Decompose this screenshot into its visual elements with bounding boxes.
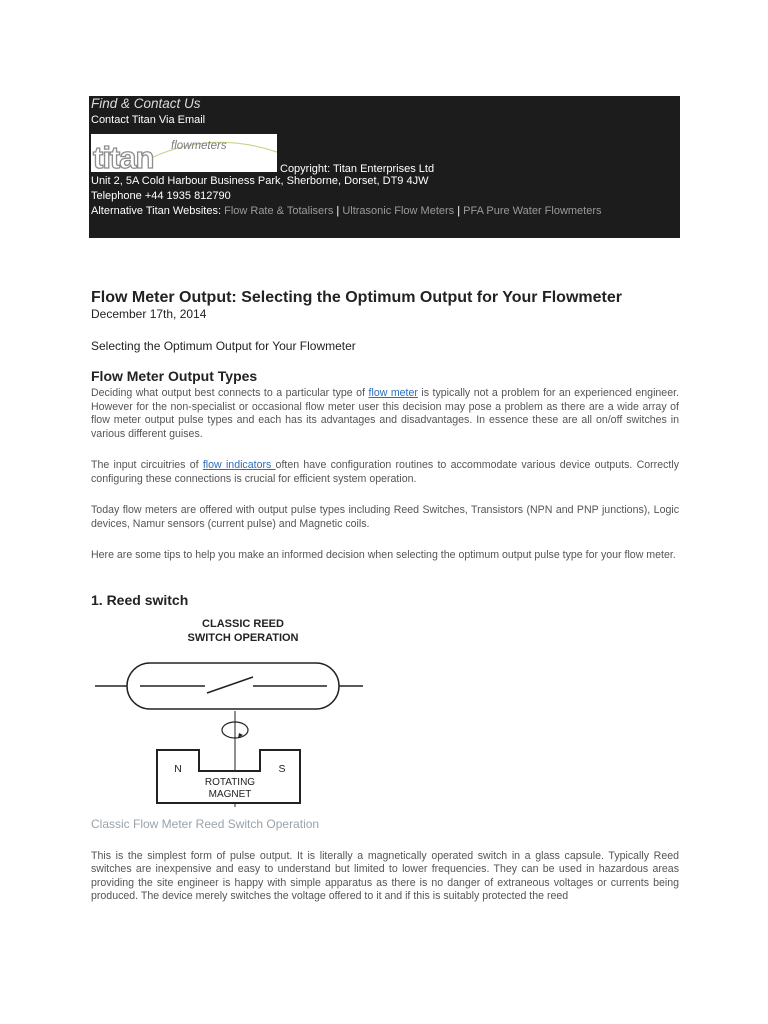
alternative-websites [91, 204, 678, 219]
paragraph-text: often have configuration routines to accommodate various device outputs. Correctly configuring these connections is crucial for efficient system operation. [91, 459, 679, 485]
address-text: Unit 2, 5A Cold Harbour Business Park, Sherborne, Dorset, DT9 4JW [91, 175, 429, 187]
magnet-label-line1: ROTATING [204, 776, 256, 788]
contact-email-link[interactable]: Contact Titan Via Email [91, 114, 206, 126]
link-flow-rate-totalisers[interactable]: Flow Rate & Totalisers [224, 205, 334, 217]
diagram-caption: Classic Flow Meter Reed Switch Operation [91, 816, 320, 831]
flow-indicators-link[interactable]: flow indicators [202, 459, 276, 471]
paragraph-text: The input circuitries of [91, 459, 203, 471]
logo-brand-text: titan [93, 140, 154, 172]
article-subtitle: Selecting the Optimum Output for Your Flowmeter [91, 339, 356, 353]
paragraph-tips: Here are some tips to help you make an informed decision when selecting the optimum output pulse type for your flow meter. [91, 549, 676, 561]
telephone-text: Telephone +44 1935 812790 [91, 190, 231, 202]
reed-switch-diagram [95, 611, 365, 811]
logo-sub-text: flowmeters [171, 140, 227, 152]
diagram-title-line2: SWITCH OPERATION [187, 631, 299, 644]
link-pfa-pure-water-flowmeters[interactable]: PFA Pure Water Flowmeters [463, 205, 602, 217]
paragraph-input-circuitries [91, 459, 679, 486]
separator: | [333, 205, 343, 217]
paragraph-output-pulse-types: Today flow meters are offered with output pulse types including Reed Switches, Transistors (NPN and PNP junctions), Logic devices, Namur sensors (current pulse) and Magnetic coils. [91, 504, 679, 530]
paragraph-reed-switch-description: This is the simplest form of pulse output. It is literally a magnetically operated switch in a glass capsule. Typically Reed switches are inexpensive and easy to understand but limited to lower frequencies. They can be used in hazardous areas providing the site engineer is happy with simple apparatus as there is no danger of extraneous voltages or currents being produced. The device merely switches the voltage offered to it and if this is suitably protected the reed [91, 849, 679, 902]
link-ultrasonic-flow-meters[interactable]: Ultrasonic Flow Meters [342, 205, 455, 217]
copyright-text: Copyright: Titan Enterprises Ltd [280, 163, 435, 175]
article-date: December 17th, 2014 [91, 307, 207, 321]
diagram-title-line1: CLASSIC REED [202, 617, 284, 630]
flow-meter-link[interactable]: flow meter [368, 387, 418, 399]
magnet-south-label: S [278, 762, 286, 775]
logo-row [91, 134, 678, 174]
article-title: Flow Meter Output: Selecting the Optimum Output for Your Flowmeter [91, 289, 622, 306]
contact-header-banner [89, 96, 680, 238]
article-content [91, 288, 679, 904]
paragraph-text: Deciding what output best connects to a particular type of [91, 387, 369, 399]
alt-websites-label: Alternative Titan Websites: [91, 205, 225, 217]
titan-logo[interactable] [91, 134, 277, 172]
magnet-north-label: N [174, 762, 182, 775]
paragraph-intro [91, 387, 679, 441]
section-heading-reed-switch: 1. Reed switch [91, 591, 189, 608]
find-contact-heading: Find & Contact Us [91, 96, 201, 111]
magnet-label-line2: MAGNET [208, 788, 252, 800]
separator: | [454, 205, 464, 217]
section-heading-output-types: Flow Meter Output Types [91, 368, 258, 384]
paragraph-text: is typically not a problem for an experienced engineer. However for the non-specialist or occasional flow meter user this decision may pose a problem as there are a wide array of flow meter output pulse types and each has its advantages and disadvantages. In essence these are all on/off switches in various different guises. [91, 387, 679, 440]
